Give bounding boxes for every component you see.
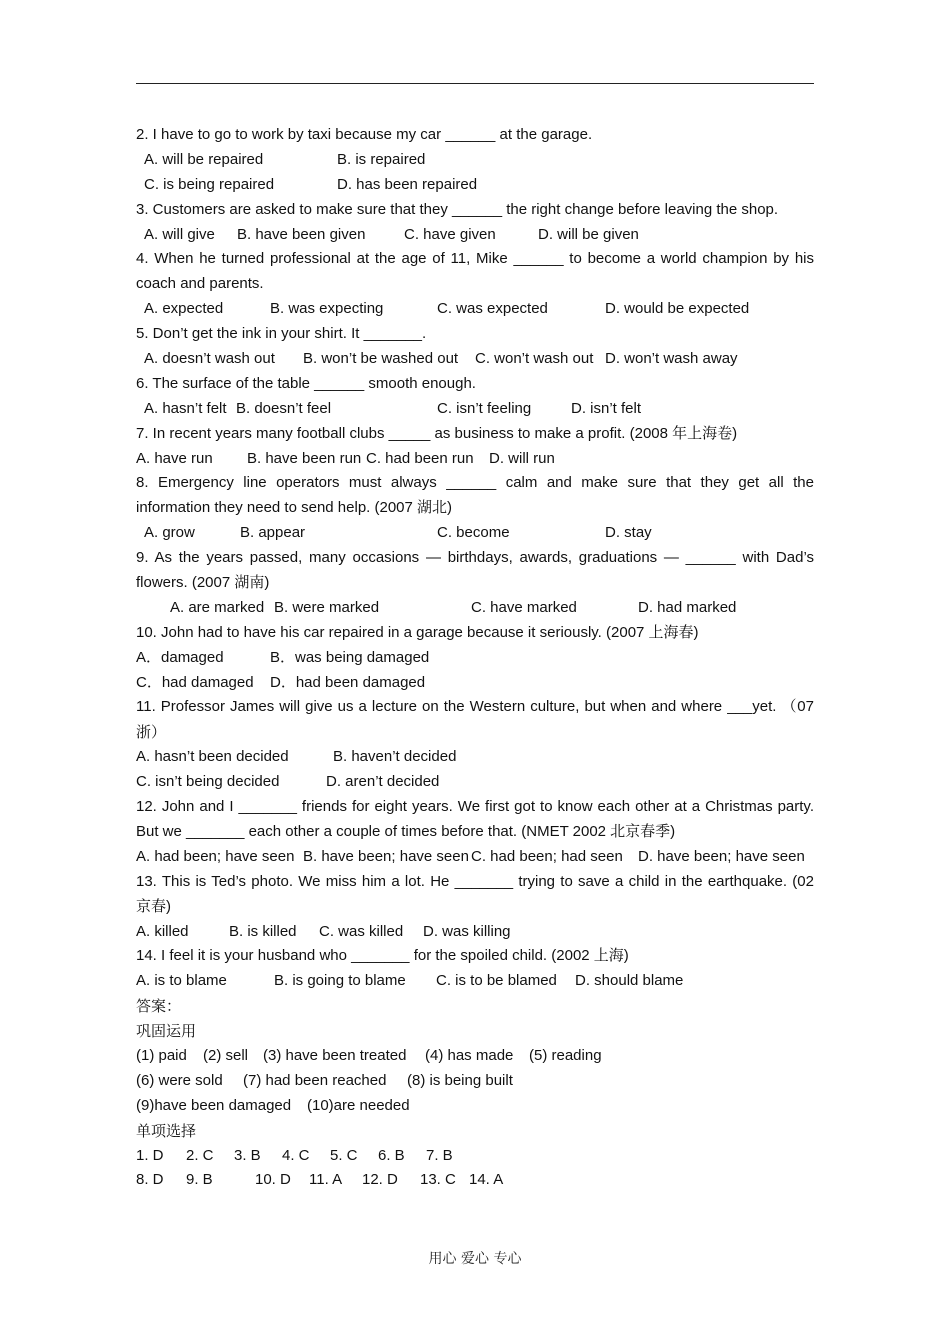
question-7-stem: 7. In recent years many football clubs _____ as business to make a profit. (2008 年上海卷) xyxy=(136,424,738,442)
answer-item: (1) paid xyxy=(136,1046,187,1064)
section-title-single-choice: 单项选择 xyxy=(136,1121,197,1140)
option-c: C. was killed xyxy=(319,922,404,940)
answer-item: 13. C xyxy=(420,1171,456,1189)
option-c: C．had damaged xyxy=(136,673,254,691)
answer-item: 1. D xyxy=(136,1146,164,1164)
option-d: D. should blame xyxy=(575,972,684,990)
option-b: B. is going to blame xyxy=(274,972,406,990)
question-12-stem-line-1: 12. John and I _______ friends for eight years. We first got to know each other at a Christmas party. xyxy=(136,798,814,816)
question-11-options-row-1 xyxy=(136,745,814,770)
choice-answers-row-2 xyxy=(136,1168,814,1193)
option-a: A. hasn’t been decided xyxy=(136,748,289,766)
question-14-options xyxy=(136,969,814,994)
option-d: D. had marked xyxy=(638,598,737,616)
question-9-stem-line-2: flowers. (2007 湖南) xyxy=(136,574,270,592)
option-d: D. will run xyxy=(489,449,555,467)
page-footer: 用心 爱心 专心 xyxy=(428,1251,522,1267)
option-a: A. had been; have seen xyxy=(136,847,295,865)
answers-row-3 xyxy=(136,1094,814,1119)
document-body xyxy=(136,123,814,1193)
option-c: C. isn’t feeling xyxy=(437,399,532,417)
option-c: C. had been; had seen xyxy=(471,847,623,865)
option-a: A．damaged xyxy=(136,648,224,666)
option-a: A. killed xyxy=(136,922,189,940)
question-14-stem: 14. I feel it is your husband who _______ for the spoiled child. (2002 上海) xyxy=(136,947,629,965)
option-d: D. will be given xyxy=(538,225,639,243)
option-c: C. is to be blamed xyxy=(436,972,557,990)
option-a: A. are marked xyxy=(170,598,265,616)
option-c: C. was expected xyxy=(437,300,548,318)
answer-item: (4) has made xyxy=(425,1046,514,1064)
question-8-options xyxy=(136,521,814,546)
option-a: A. will give xyxy=(144,225,215,243)
option-a: A. is to blame xyxy=(136,972,227,990)
answers-row-2 xyxy=(136,1069,814,1094)
question-4-stem-line-2: coach and parents. xyxy=(136,275,264,293)
answer-item: 9. B xyxy=(186,1171,213,1189)
option-a: A. hasn’t felt xyxy=(144,399,227,417)
answer-item: 4. C xyxy=(282,1146,310,1164)
option-c: C. become xyxy=(437,524,510,542)
option-b: B. appear xyxy=(240,524,306,542)
question-5-stem: 5. Don’t get the ink in your shirt. It _______. xyxy=(136,325,427,343)
option-a: A. will be repaired xyxy=(144,150,264,168)
option-b: B. were marked xyxy=(274,598,380,616)
question-5-options xyxy=(136,347,814,372)
option-b: B. was expecting xyxy=(270,300,384,318)
question-3-options xyxy=(136,223,814,248)
question-13-stem-line-1: 13. This is Ted’s photo. We miss him a lot. He _______ trying to save a child in the earthquake. (02 xyxy=(136,872,814,890)
question-8-stem-line-1: 8. Emergency line operators must always ______ calm and make sure that they get all the xyxy=(136,474,814,492)
option-d: D. aren’t decided xyxy=(326,773,440,791)
option-c: C. have marked xyxy=(471,598,577,616)
question-4-stem-line-1: 4. When he turned professional at the age of 11, Mike ______ to become a world champion by his xyxy=(136,250,814,268)
header-rule xyxy=(136,83,814,84)
question-10-options-row-1 xyxy=(136,646,814,671)
answer-item: (6) were sold xyxy=(136,1071,223,1089)
option-d: D. stay xyxy=(605,524,652,542)
question-12-options xyxy=(136,845,814,870)
option-a: A. expected xyxy=(144,300,224,318)
answer-item: 2. C xyxy=(186,1146,214,1164)
answers-row-1 xyxy=(136,1044,814,1069)
option-b: B．was being damaged xyxy=(270,648,430,666)
answer-item: (10)are needed xyxy=(307,1096,410,1114)
question-2-options-row-1 xyxy=(136,148,814,173)
option-d: D. won’t wash away xyxy=(605,350,738,368)
question-9-options xyxy=(136,596,814,621)
option-c: C. have given xyxy=(404,225,496,243)
answer-item: 14. A xyxy=(469,1171,504,1189)
option-a: A. doesn’t wash out xyxy=(144,350,275,368)
question-2-stem: 2. I have to go to work by taxi because my car ______ at the garage. xyxy=(136,126,593,143)
option-d: D. isn’t felt xyxy=(571,399,642,417)
option-b: B. haven’t decided xyxy=(333,748,457,766)
option-c: C. isn’t being decided xyxy=(136,773,280,791)
question-6-options xyxy=(136,397,814,422)
question-6-stem: 6. The surface of the table ______ smooth enough. xyxy=(136,374,476,392)
answer-item: (7) had been reached xyxy=(243,1071,387,1089)
question-8-stem-line-2: information they need to send help. (2007 湖北) xyxy=(136,499,453,517)
answer-item: 7. B xyxy=(426,1146,453,1164)
answer-item: 11. A xyxy=(309,1171,343,1189)
question-11-options-row-2 xyxy=(136,770,814,795)
answer-item: (9)have been damaged xyxy=(136,1096,292,1114)
question-13-stem-line-2: 京春) xyxy=(136,897,171,915)
option-c: C. won’t wash out xyxy=(475,350,594,368)
option-d: D. has been repaired xyxy=(337,175,478,193)
option-d: D．had been damaged xyxy=(270,673,426,691)
option-b: B. have been given xyxy=(237,225,366,243)
answer-item: 10. D xyxy=(255,1171,291,1189)
answer-item: (2) sell xyxy=(203,1046,249,1064)
option-d: D. would be expected xyxy=(605,300,750,318)
option-b: B. have been; have seen xyxy=(303,847,469,865)
option-b: B. have been run xyxy=(247,449,362,467)
answer-item: 6. B xyxy=(378,1146,405,1164)
question-10-stem: 10. John had to have his car repaired in a garage because it seriously. (2007 上海春) xyxy=(136,623,699,641)
answer-item: 8. D xyxy=(136,1171,164,1189)
question-7-options xyxy=(136,447,814,472)
question-3-stem: 3. Customers are asked to make sure that they ______ the right change before leaving the shop. xyxy=(136,200,779,218)
option-a: A. have run xyxy=(136,449,213,467)
answer-item: (8) is being built xyxy=(407,1071,513,1089)
section-title-consolidation: 巩固运用 xyxy=(136,1022,197,1041)
answers-heading: 答案： xyxy=(136,997,182,1016)
question-9-stem-line-1: 9. As the years passed, many occasions — birthdays, awards, graduations — ______ with Dad’s xyxy=(136,549,814,567)
answer-item: 3. B xyxy=(234,1146,261,1164)
option-b: B. won’t be washed out xyxy=(303,350,459,368)
option-b: B. is killed xyxy=(229,922,297,940)
question-2-options-row-2 xyxy=(136,173,814,198)
question-11-stem-line-2: 浙） xyxy=(136,723,167,742)
option-a: A. grow xyxy=(144,524,195,542)
question-12-stem-line-2: But we _______ each other a couple of times before that. (NMET 2002 北京春季) xyxy=(136,822,676,840)
answer-item: 12. D xyxy=(362,1171,398,1189)
question-4-options xyxy=(136,297,814,322)
option-d: D. was killing xyxy=(423,922,511,940)
option-d: D. have been; have seen xyxy=(638,847,805,865)
choice-answers-row-1 xyxy=(136,1144,814,1169)
option-b: B. is repaired xyxy=(337,150,426,168)
question-13-options xyxy=(136,920,814,945)
answer-item: (5) reading xyxy=(529,1046,602,1064)
question-10-options-row-2 xyxy=(136,671,814,696)
answer-item: (3) have been treated xyxy=(263,1046,407,1064)
answer-item: 5. C xyxy=(330,1146,358,1164)
option-b: B. doesn’t feel xyxy=(236,399,332,417)
option-c: C. had been run xyxy=(366,449,474,467)
question-11-stem-line-1: 11. Professor James will give us a lecture on the Western culture, but when and where ___yet. （07 xyxy=(136,698,814,716)
option-c: C. is being repaired xyxy=(144,175,275,193)
